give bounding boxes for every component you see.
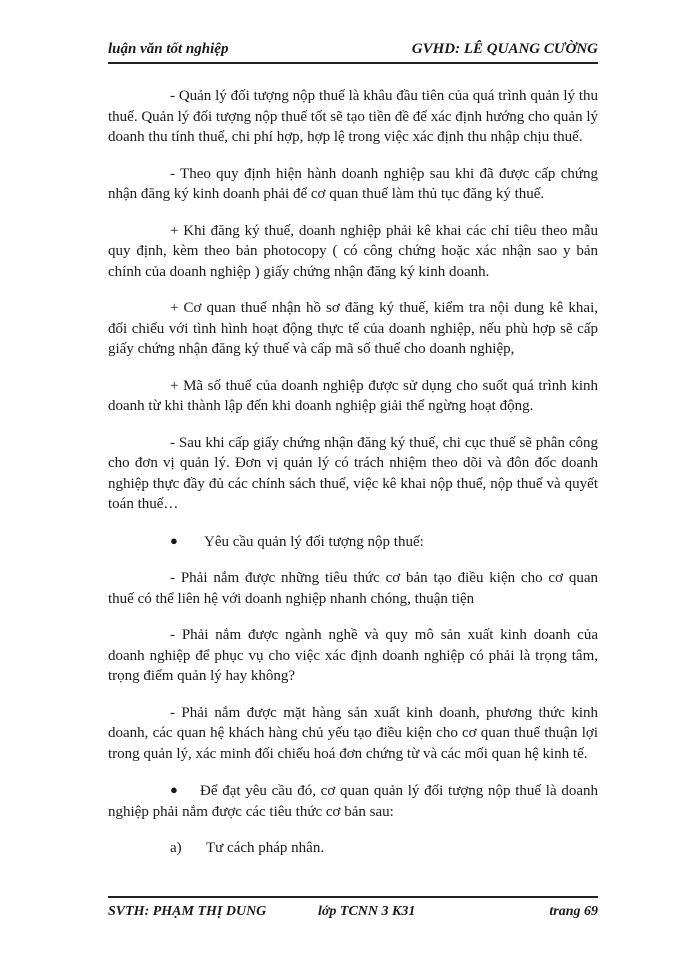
paragraph: - Sau khi cấp giấy chứng nhận đăng ký thuế, chi cục thuế sẽ phân công cho đơn vị quản lý. Đơn vị quản lý có trách nhiệm theo dõi và đôn đốc doanh nghiệp thực đầy đủ các chính sách thuế, việc kê khai nộp thuế, nộp thuế và quyết toán thuế… xyxy=(108,434,598,512)
bullet-text: Để đạt yêu cầu đó, cơ quan quản lý đối tượng nộp thuế là doanh nghiệp phải nắm được các tiêu thức cơ bản sau: xyxy=(108,783,598,820)
footer-class: lớp TCNN 3 K31 xyxy=(318,904,416,919)
header-supervisor: GVHD: LÊ QUANG CƯỜNG xyxy=(411,41,598,57)
page-header xyxy=(108,38,598,64)
bullet-heading xyxy=(108,531,598,553)
list-item xyxy=(108,838,598,859)
list-item-text: Tư cách pháp nhân. xyxy=(206,840,325,856)
paragraph: - Phải nắm được những tiêu thức cơ bản tạo điều kiện cho cơ quan thuế có thể liên hệ với doanh nghiệp nhanh chóng, thuận tiện xyxy=(108,570,598,607)
footer-student: SVTH: PHẠM THỊ DUNG xyxy=(108,904,267,919)
page-footer xyxy=(108,896,598,920)
bullet-icon: ● xyxy=(170,782,178,797)
bullet-text: Yêu cầu quản lý đối tượng nộp thuế: xyxy=(204,533,424,550)
page-body xyxy=(108,86,598,859)
paragraph: - Phải nắm được ngành nghề và quy mô sản xuất kinh doanh của doanh nghiệp để phục vụ cho việc xác định doanh nghiệp có phải là trọng tâm, trọng điểm quản lý hay không? xyxy=(108,627,598,684)
footer-page-number: trang 69 xyxy=(549,904,598,919)
bullet-paragraph xyxy=(108,780,598,822)
paragraph: - Theo quy định hiện hành doanh nghiệp sau khi đã được cấp chứng nhận đăng ký kinh doanh phải để cơ quan thuế làm thủ tục đăng ký thuế. xyxy=(108,165,598,202)
paragraph: + Mã số thuế của doanh nghiệp được sử dụng cho suốt quá trình kinh doanh từ khi thành lập đến khi doanh nghiệp giải thể ngừng hoạt động. xyxy=(108,377,598,414)
list-marker: a) xyxy=(170,840,182,856)
paragraph: - Phải nắm được mặt hàng sản xuất kinh doanh, phương thức kinh doanh, các quan hệ khách hàng chủ yếu tạo điều kiện cho cơ quan thuế thuận lợi trong quản lý, xác minh đối chiếu hoá đơn chứng từ và các mối quan hệ kinh tế. xyxy=(108,704,598,762)
bullet-icon: ● xyxy=(170,532,178,548)
paragraph: + Khi đăng ký thuế, doanh nghiệp phải kê khai các chỉ tiêu theo mẫu quy định, kèm theo bản photocopy ( có công chứng hoặc xác nhận sao y bản chính của doanh nghiệp ) giấy chứng nhận đăng ký kinh doanh. xyxy=(108,222,598,280)
paragraph: + Cơ quan thuế nhận hồ sơ đăng ký thuế, kiểm tra nội dung kê khai, đối chiếu với tình hình hoạt động thực tế của doanh nghiệp, nếu phù hợp sẽ cấp giấy chứng nhận đăng ký thuế và cấp mã số thuế cho doanh nghiệp, xyxy=(108,300,598,357)
header-thesis-label: luận văn tốt nghiệp xyxy=(108,41,229,57)
paragraph: - Quản lý đối tượng nộp thuế là khâu đầu tiên của quá trình quản lý thu thuế. Quản lý đối tượng nộp thuế tốt sẽ tạo tiền đề để xác định hướng cho quản lý doanh thu tính thuế, chi phí hợp, hợp lệ trong việc xác định thu nhập chịu thuế. xyxy=(108,88,598,145)
